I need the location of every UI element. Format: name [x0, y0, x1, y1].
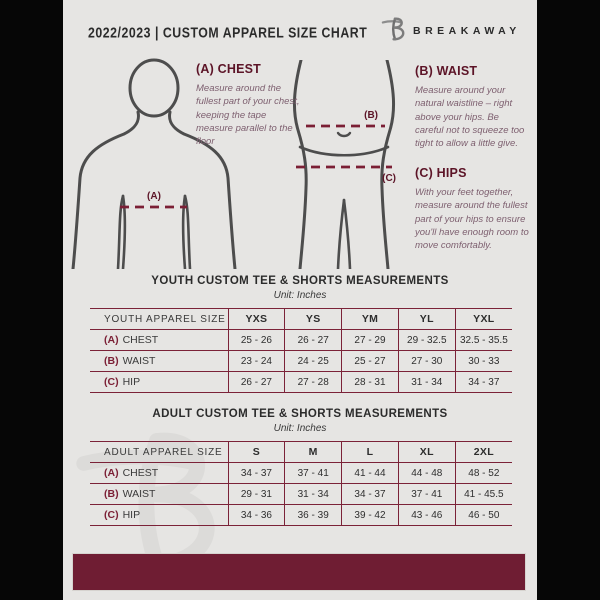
table-row	[90, 372, 512, 393]
hips-description: With your feet together, measure around the fullest part of your hips to ensure you'll have enough room to move comfortably.	[415, 187, 529, 252]
size-header: YXL	[455, 309, 512, 330]
size-value-cell: 37 - 41	[285, 463, 342, 484]
size-value-cell: 34 - 37	[342, 484, 399, 505]
size-value-cell: 46 - 50	[455, 505, 512, 526]
measurement-name: HIP	[122, 509, 141, 521]
measurement-prefix: (A)	[104, 334, 119, 346]
adult-table-unit: Unit: Inches	[273, 423, 327, 434]
measurement-label	[90, 372, 228, 393]
adult-table-title: ADULT CUSTOM TEE & SHORTS MEASUREMENTS	[152, 408, 448, 420]
size-value-cell: 34 - 37	[455, 372, 512, 393]
size-value-cell: 48 - 52	[455, 463, 512, 484]
size-value-cell: 29 - 32.5	[398, 330, 455, 351]
measurement-guide	[63, 0, 537, 275]
size-value-cell: 27 - 28	[285, 372, 342, 393]
size-header: YM	[342, 309, 399, 330]
size-value-cell: 27 - 29	[342, 330, 399, 351]
size-header: M	[285, 442, 342, 463]
size-value-cell: 36 - 39	[285, 505, 342, 526]
size-value-cell: 29 - 31	[228, 484, 285, 505]
table-row	[90, 330, 512, 351]
measurement-name: WAIST	[122, 488, 156, 500]
brand-name: BREAKAWAY	[413, 25, 521, 37]
size-value-cell: 26 - 27	[228, 372, 285, 393]
chest-description: Measure around the fullest part of your chest, keeping the tape measure parallel to the floor	[196, 83, 300, 148]
measurement-label	[90, 484, 228, 505]
chest-marker-label: (A)	[147, 191, 161, 202]
size-column-label: YOUTH APPAREL SIZE	[104, 313, 226, 325]
page-title: 2022/2023 | CUSTOM APPAREL SIZE CHART	[88, 23, 368, 41]
measurement-name: WAIST	[122, 355, 156, 367]
table-header-row	[90, 309, 512, 330]
size-value-cell: 31 - 34	[398, 372, 455, 393]
measurement-prefix: (C)	[104, 509, 119, 521]
measurement-name: CHEST	[122, 467, 159, 479]
measurement-name: CHEST	[122, 334, 159, 346]
table-row	[90, 505, 512, 526]
waist-marker-label: (B)	[364, 110, 378, 121]
measurement-label	[90, 463, 228, 484]
right-frame	[537, 0, 600, 600]
youth-size-table	[90, 308, 512, 393]
size-header: 2XL	[455, 442, 512, 463]
chest-heading: (A) CHEST	[196, 62, 261, 76]
waist-description: Measure around your natural waistline – right above your hips. Be careful not to squeeze too tight to allow a little give.	[415, 85, 525, 150]
youth-table-title: YOUTH CUSTOM TEE & SHORTS MEASUREMENTS	[151, 275, 449, 287]
measurement-label	[90, 330, 228, 351]
size-value-cell: 41 - 44	[342, 463, 399, 484]
hips-instructions	[415, 166, 529, 252]
size-value-cell: 27 - 30	[398, 351, 455, 372]
adult-size-table	[90, 441, 512, 526]
youth-table-unit: Unit: Inches	[273, 290, 327, 301]
size-value-cell: 41 - 45.5	[455, 484, 512, 505]
size-value-cell: 23 - 24	[228, 351, 285, 372]
size-chart-page	[63, 0, 537, 600]
table-row	[90, 351, 512, 372]
measurement-prefix: (C)	[104, 376, 119, 388]
size-value-cell: 39 - 42	[342, 505, 399, 526]
size-value-cell: 34 - 36	[228, 505, 285, 526]
lower-body-figure	[284, 60, 404, 269]
measurement-label	[90, 505, 228, 526]
measurement-name: HIP	[122, 376, 141, 388]
size-value-cell: 25 - 27	[342, 351, 399, 372]
size-header: YXS	[228, 309, 285, 330]
size-column-label: ADULT APPAREL SIZE	[104, 446, 223, 458]
hips-marker-label: (C)	[382, 173, 396, 184]
waist-heading: (B) WAIST	[415, 64, 478, 78]
size-value-cell: 43 - 46	[398, 505, 455, 526]
size-value-cell: 37 - 41	[398, 484, 455, 505]
size-header: YS	[285, 309, 342, 330]
size-header: S	[228, 442, 285, 463]
size-value-cell: 31 - 34	[285, 484, 342, 505]
size-header: L	[342, 442, 399, 463]
table-row	[90, 463, 512, 484]
size-value-cell: 26 - 27	[285, 330, 342, 351]
size-value-cell: 24 - 25	[285, 351, 342, 372]
size-header: YL	[398, 309, 455, 330]
measurement-label	[90, 351, 228, 372]
size-value-cell: 25 - 26	[228, 330, 285, 351]
measurement-prefix: (A)	[104, 467, 119, 479]
size-value-cell: 34 - 37	[228, 463, 285, 484]
footer-bar	[72, 553, 526, 591]
size-value-cell: 30 - 33	[455, 351, 512, 372]
measurement-prefix: (B)	[104, 355, 119, 367]
measurement-prefix: (B)	[104, 488, 119, 500]
size-value-cell: 44 - 48	[398, 463, 455, 484]
size-value-cell: 32.5 - 35.5	[455, 330, 512, 351]
table-header-row	[90, 442, 512, 463]
waist-instructions	[415, 64, 529, 150]
size-value-cell: 28 - 31	[342, 372, 399, 393]
chest-instructions	[196, 62, 302, 148]
left-frame	[0, 0, 63, 600]
table-row	[90, 484, 512, 505]
hips-heading: (C) HIPS	[415, 166, 467, 180]
size-header: XL	[398, 442, 455, 463]
